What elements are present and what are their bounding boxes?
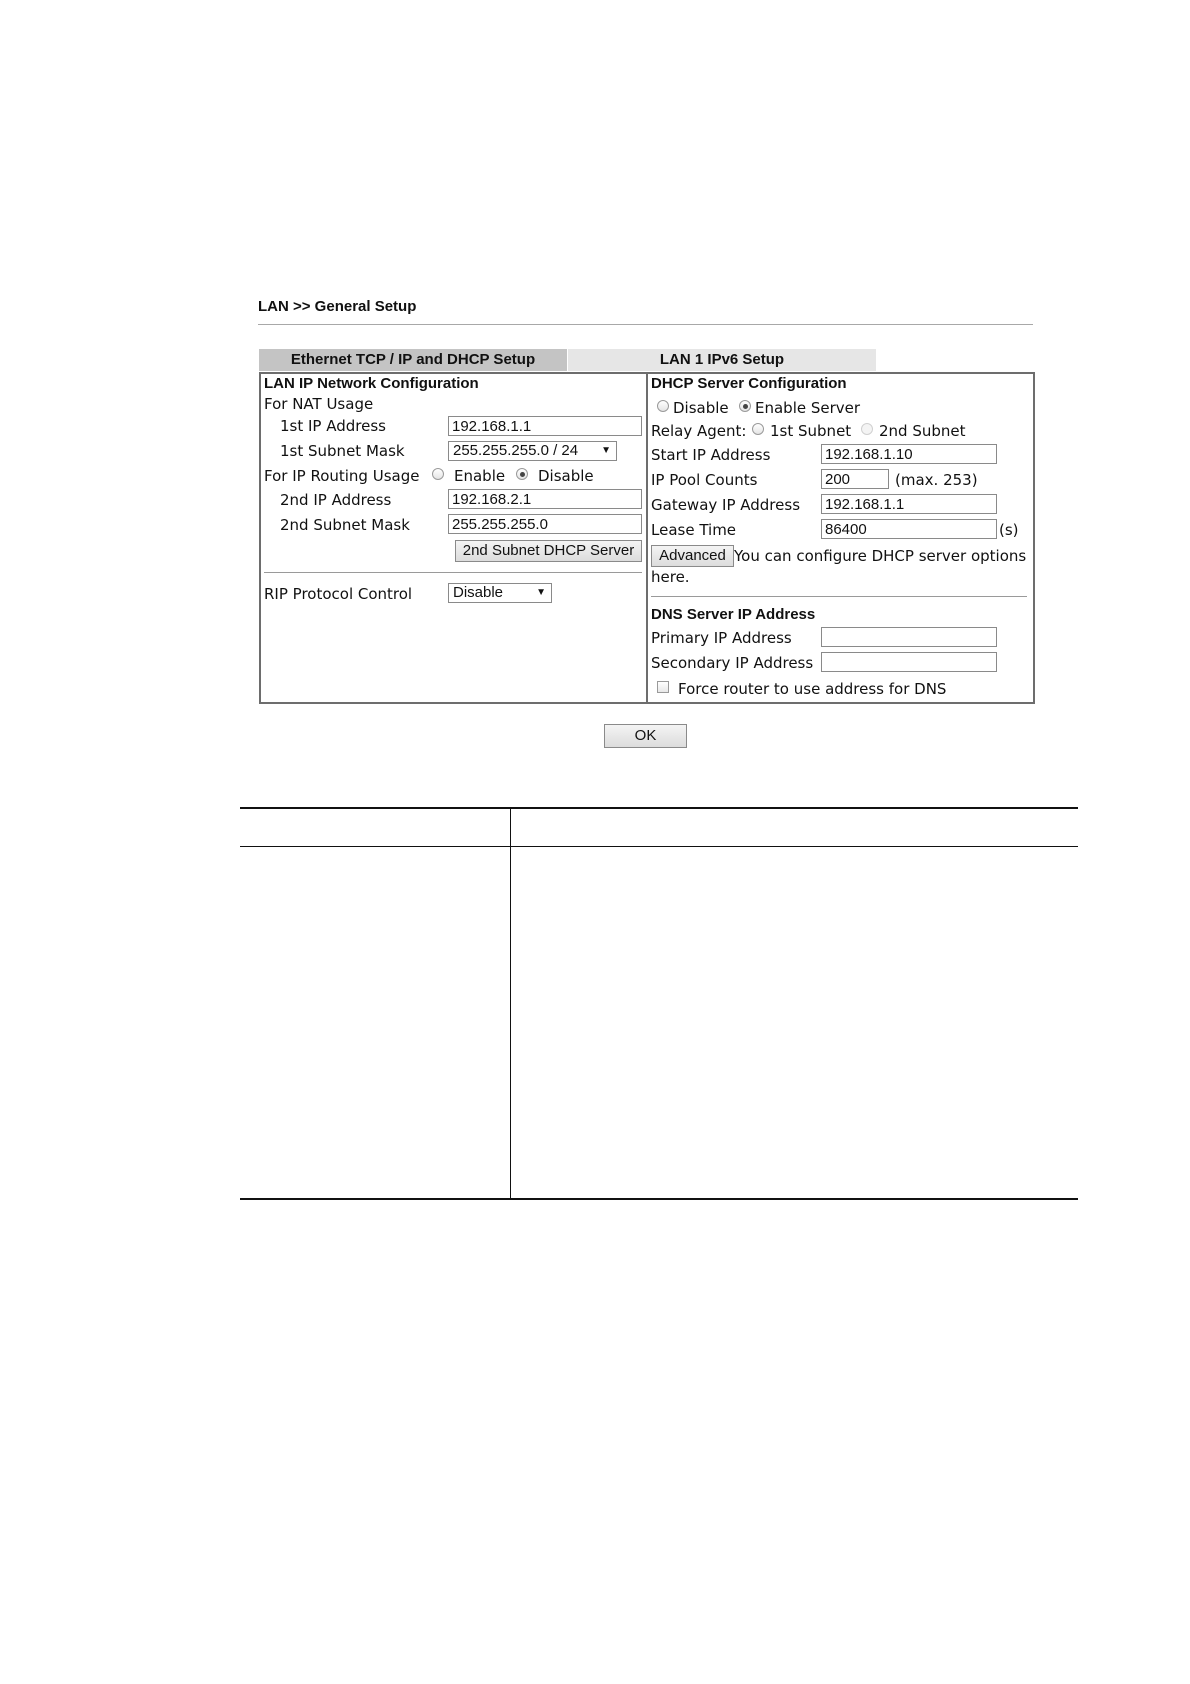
- pool-max-note: (max. 253): [895, 471, 978, 489]
- tab-lan1-ipv6[interactable]: LAN 1 IPv6 Setup: [568, 349, 876, 371]
- force-dns-label: Force router to use address for DNS: [678, 680, 947, 698]
- mask1-select[interactable]: [448, 441, 617, 461]
- dhcp-disable-radio[interactable]: [657, 400, 669, 412]
- dhcp-disable-label: Disable: [673, 399, 729, 417]
- routing-enable-label: Enable: [454, 467, 506, 485]
- start-ip-label: Start IP Address: [651, 446, 771, 464]
- breadcrumb-divider: [258, 324, 1033, 325]
- ip1-label: 1st IP Address: [280, 417, 386, 435]
- relay-agent-label: Relay Agent:: [651, 422, 747, 440]
- routing-disable-radio[interactable]: [516, 468, 528, 480]
- chevron-down-icon: ▼: [536, 587, 546, 598]
- dhcp-config-heading: DHCP Server Configuration: [651, 375, 847, 392]
- ip1-input[interactable]: 192.168.1.1: [448, 416, 642, 436]
- dns-section-divider: [651, 596, 1027, 597]
- force-dns-checkbox[interactable]: [657, 681, 669, 693]
- lan-config-heading: LAN IP Network Configuration: [264, 375, 479, 392]
- routing-usage-label: For IP Routing Usage: [264, 467, 420, 485]
- desc-table-header-rule: [240, 846, 1078, 847]
- advanced-note: You can configure DHCP server options: [734, 547, 1027, 565]
- secondary-dns-input[interactable]: [821, 652, 997, 672]
- mask1-select-value: 255.255.255.0 / 24: [453, 442, 579, 459]
- relay-first-label: 1st Subnet: [770, 422, 852, 440]
- relay-first-radio[interactable]: [752, 423, 764, 435]
- ok-button[interactable]: OK: [604, 724, 687, 748]
- rip-label: RIP Protocol Control: [264, 585, 413, 603]
- primary-dns-label: Primary IP Address: [651, 629, 792, 647]
- ip2-input[interactable]: 192.168.2.1: [448, 489, 642, 509]
- relay-second-radio[interactable]: [861, 423, 873, 435]
- breadcrumb: LAN >> General Setup: [258, 298, 417, 315]
- dns-heading: DNS Server IP Address: [651, 606, 816, 623]
- lan-section-divider: [264, 572, 642, 573]
- desc-table-bottom-rule: [240, 1198, 1078, 1200]
- gateway-input[interactable]: 192.168.1.1: [821, 494, 997, 514]
- desc-table-top-rule: [240, 807, 1078, 809]
- dhcp-enable-radio[interactable]: [739, 400, 751, 412]
- rip-select-value: Disable: [453, 584, 504, 601]
- ip2-label: 2nd IP Address: [280, 491, 392, 509]
- start-ip-input[interactable]: 192.168.1.10: [821, 444, 997, 464]
- advanced-button[interactable]: Advanced: [651, 545, 734, 567]
- desc-table-column-divider: [510, 808, 511, 1199]
- routing-enable-radio[interactable]: [432, 468, 444, 480]
- mask2-label: 2nd Subnet Mask: [280, 516, 410, 534]
- relay-second-label: 2nd Subnet: [879, 422, 966, 440]
- chevron-down-icon: ▼: [601, 445, 611, 456]
- pool-counts-label: IP Pool Counts: [651, 471, 758, 489]
- secondary-dns-label: Secondary IP Address: [651, 654, 814, 672]
- lease-time-input[interactable]: 86400: [821, 519, 997, 539]
- dhcp2-server-button[interactable]: 2nd Subnet DHCP Server: [455, 540, 642, 562]
- primary-dns-input[interactable]: [821, 627, 997, 647]
- lease-time-label: Lease Time: [651, 521, 737, 539]
- tab-ethernet-tcp-ip-dhcp[interactable]: Ethernet TCP / IP and DHCP Setup: [259, 349, 567, 371]
- panel-divider: [646, 374, 648, 702]
- nat-usage-label: For NAT Usage: [264, 395, 374, 413]
- routing-disable-label: Disable: [538, 467, 594, 485]
- mask2-input[interactable]: 255.255.255.0: [448, 514, 642, 534]
- advanced-note-continued: here.: [651, 568, 690, 586]
- gateway-label: Gateway IP Address: [651, 496, 801, 514]
- lease-unit: (s): [999, 521, 1019, 539]
- rip-select[interactable]: [448, 583, 552, 603]
- pool-counts-input[interactable]: 200: [821, 469, 889, 489]
- dhcp-enable-label: Enable Server: [755, 399, 861, 417]
- mask1-label: 1st Subnet Mask: [280, 442, 405, 460]
